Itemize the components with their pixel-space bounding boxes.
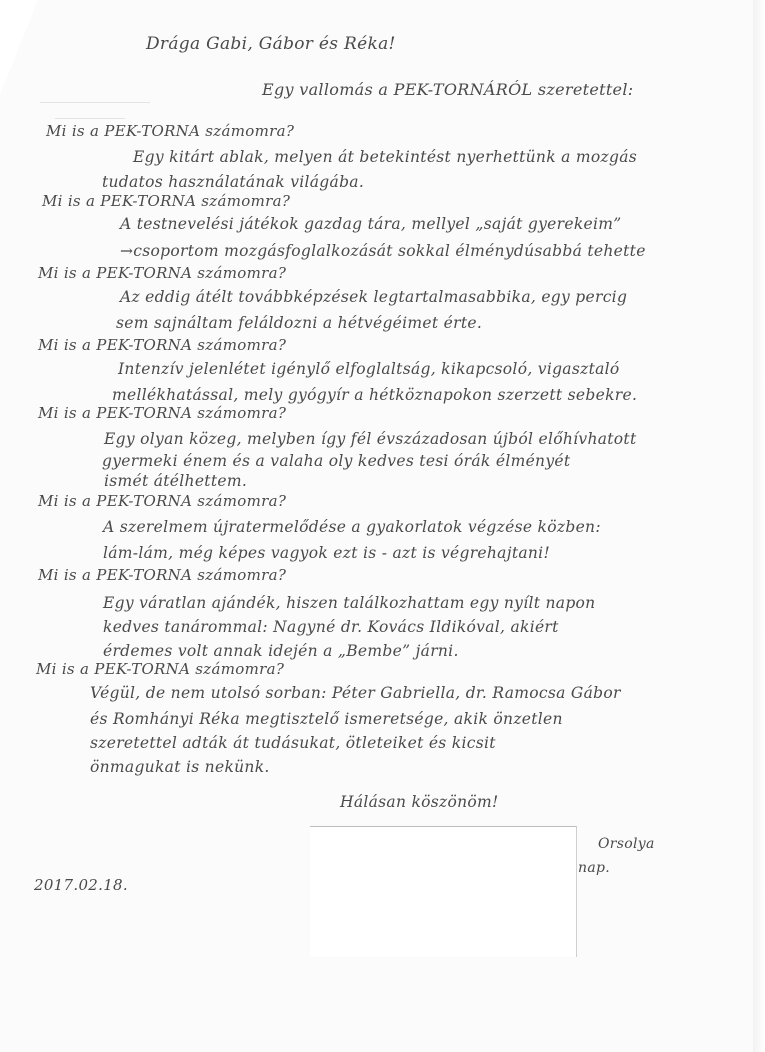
signature-fragment: nap. xyxy=(578,860,610,876)
section-question: Mi is a PEK-TORNA számomra? xyxy=(38,264,287,282)
section-line: lám-lám, még képes vagyok ezt is - azt is végrehajtani! xyxy=(103,544,550,562)
page-edge xyxy=(753,0,765,1052)
scan-smudge xyxy=(55,118,125,119)
section-question: Mi is a PEK-TORNA számomra? xyxy=(38,566,287,584)
redacted-signature-block xyxy=(310,826,577,957)
closing: Hálásan köszönöm! xyxy=(340,793,499,811)
greeting: Drága Gabi, Gábor és Réka! xyxy=(146,34,396,54)
section-line: sem sajnáltam feláldozni a hétvégéimet érte. xyxy=(116,314,483,332)
signature-fragment: Orsolya xyxy=(598,836,655,852)
section-line: Az eddig átélt továbbképzések legtartalmasabbika, egy percig xyxy=(120,288,628,306)
date: 2017.02.18. xyxy=(34,876,128,894)
section-line: gyermeki énem és a valaha oly kedves tesi órák élményét xyxy=(102,452,571,470)
section-question: Mi is a PEK-TORNA számomra? xyxy=(38,404,287,422)
section-line: tudatos használatának világába. xyxy=(102,173,365,191)
section-question: Mi is a PEK-TORNA számomra? xyxy=(38,336,287,354)
section-line: Végül, de nem utolsó sorban: Péter Gabriella, dr. Ramocsa Gábor xyxy=(90,684,621,702)
section-line: kedves tanárommal: Nagyné dr. Kovács Ildikóval, akiért xyxy=(103,618,559,636)
section-question: Mi is a PEK-TORNA számomra? xyxy=(46,122,295,140)
section-line: és Romhányi Réka megtisztelő ismeretsége, akik önzetlen xyxy=(90,710,563,728)
section-line: Egy kitárt ablak, melyen át betekintést nyerhettünk a mozgás xyxy=(133,148,638,166)
section-question: Mi is a PEK-TORNA számomra? xyxy=(42,192,291,210)
scan-smudge xyxy=(40,102,150,103)
section-line: szeretettel adták át tudásukat, ötleteiket és kicsit xyxy=(90,734,496,752)
section-line: érdemes volt annak idején a „Bembe” járni. xyxy=(103,642,459,660)
subtitle: Egy vallomás a PEK-TORNÁRÓL szeretettel: xyxy=(262,80,634,99)
section-line: Egy olyan közeg, melyben így fél évszázadosan újból előhívhatott xyxy=(104,430,637,448)
section-line: Intenzív jelenlétet igénylő elfoglaltság, kikapcsoló, vigasztaló xyxy=(118,360,620,378)
section-line: A testnevelési játékok gazdag tára, mellyel „saját gyerekeim” xyxy=(120,215,622,233)
section-line: mellékhatással, mely gyógyír a hétköznapokon szerzett sebekre. xyxy=(112,386,638,404)
section-question: Mi is a PEK-TORNA számomra? xyxy=(38,492,287,510)
folded-corner xyxy=(0,0,38,95)
section-line: A szerelmem újratermelődése a gyakorlatok végzése közben: xyxy=(103,518,601,536)
section-line: ismét átélhettem. xyxy=(104,472,248,490)
section-line: →csoportom mozgásfoglalkozását sokkal élménydúsabbá tehette xyxy=(120,242,646,260)
section-line: önmagukat is nekünk. xyxy=(90,758,270,776)
section-question: Mi is a PEK-TORNA számomra? xyxy=(36,660,285,678)
section-line: Egy váratlan ajándék, hiszen találkozhattam egy nyílt napon xyxy=(103,594,596,612)
